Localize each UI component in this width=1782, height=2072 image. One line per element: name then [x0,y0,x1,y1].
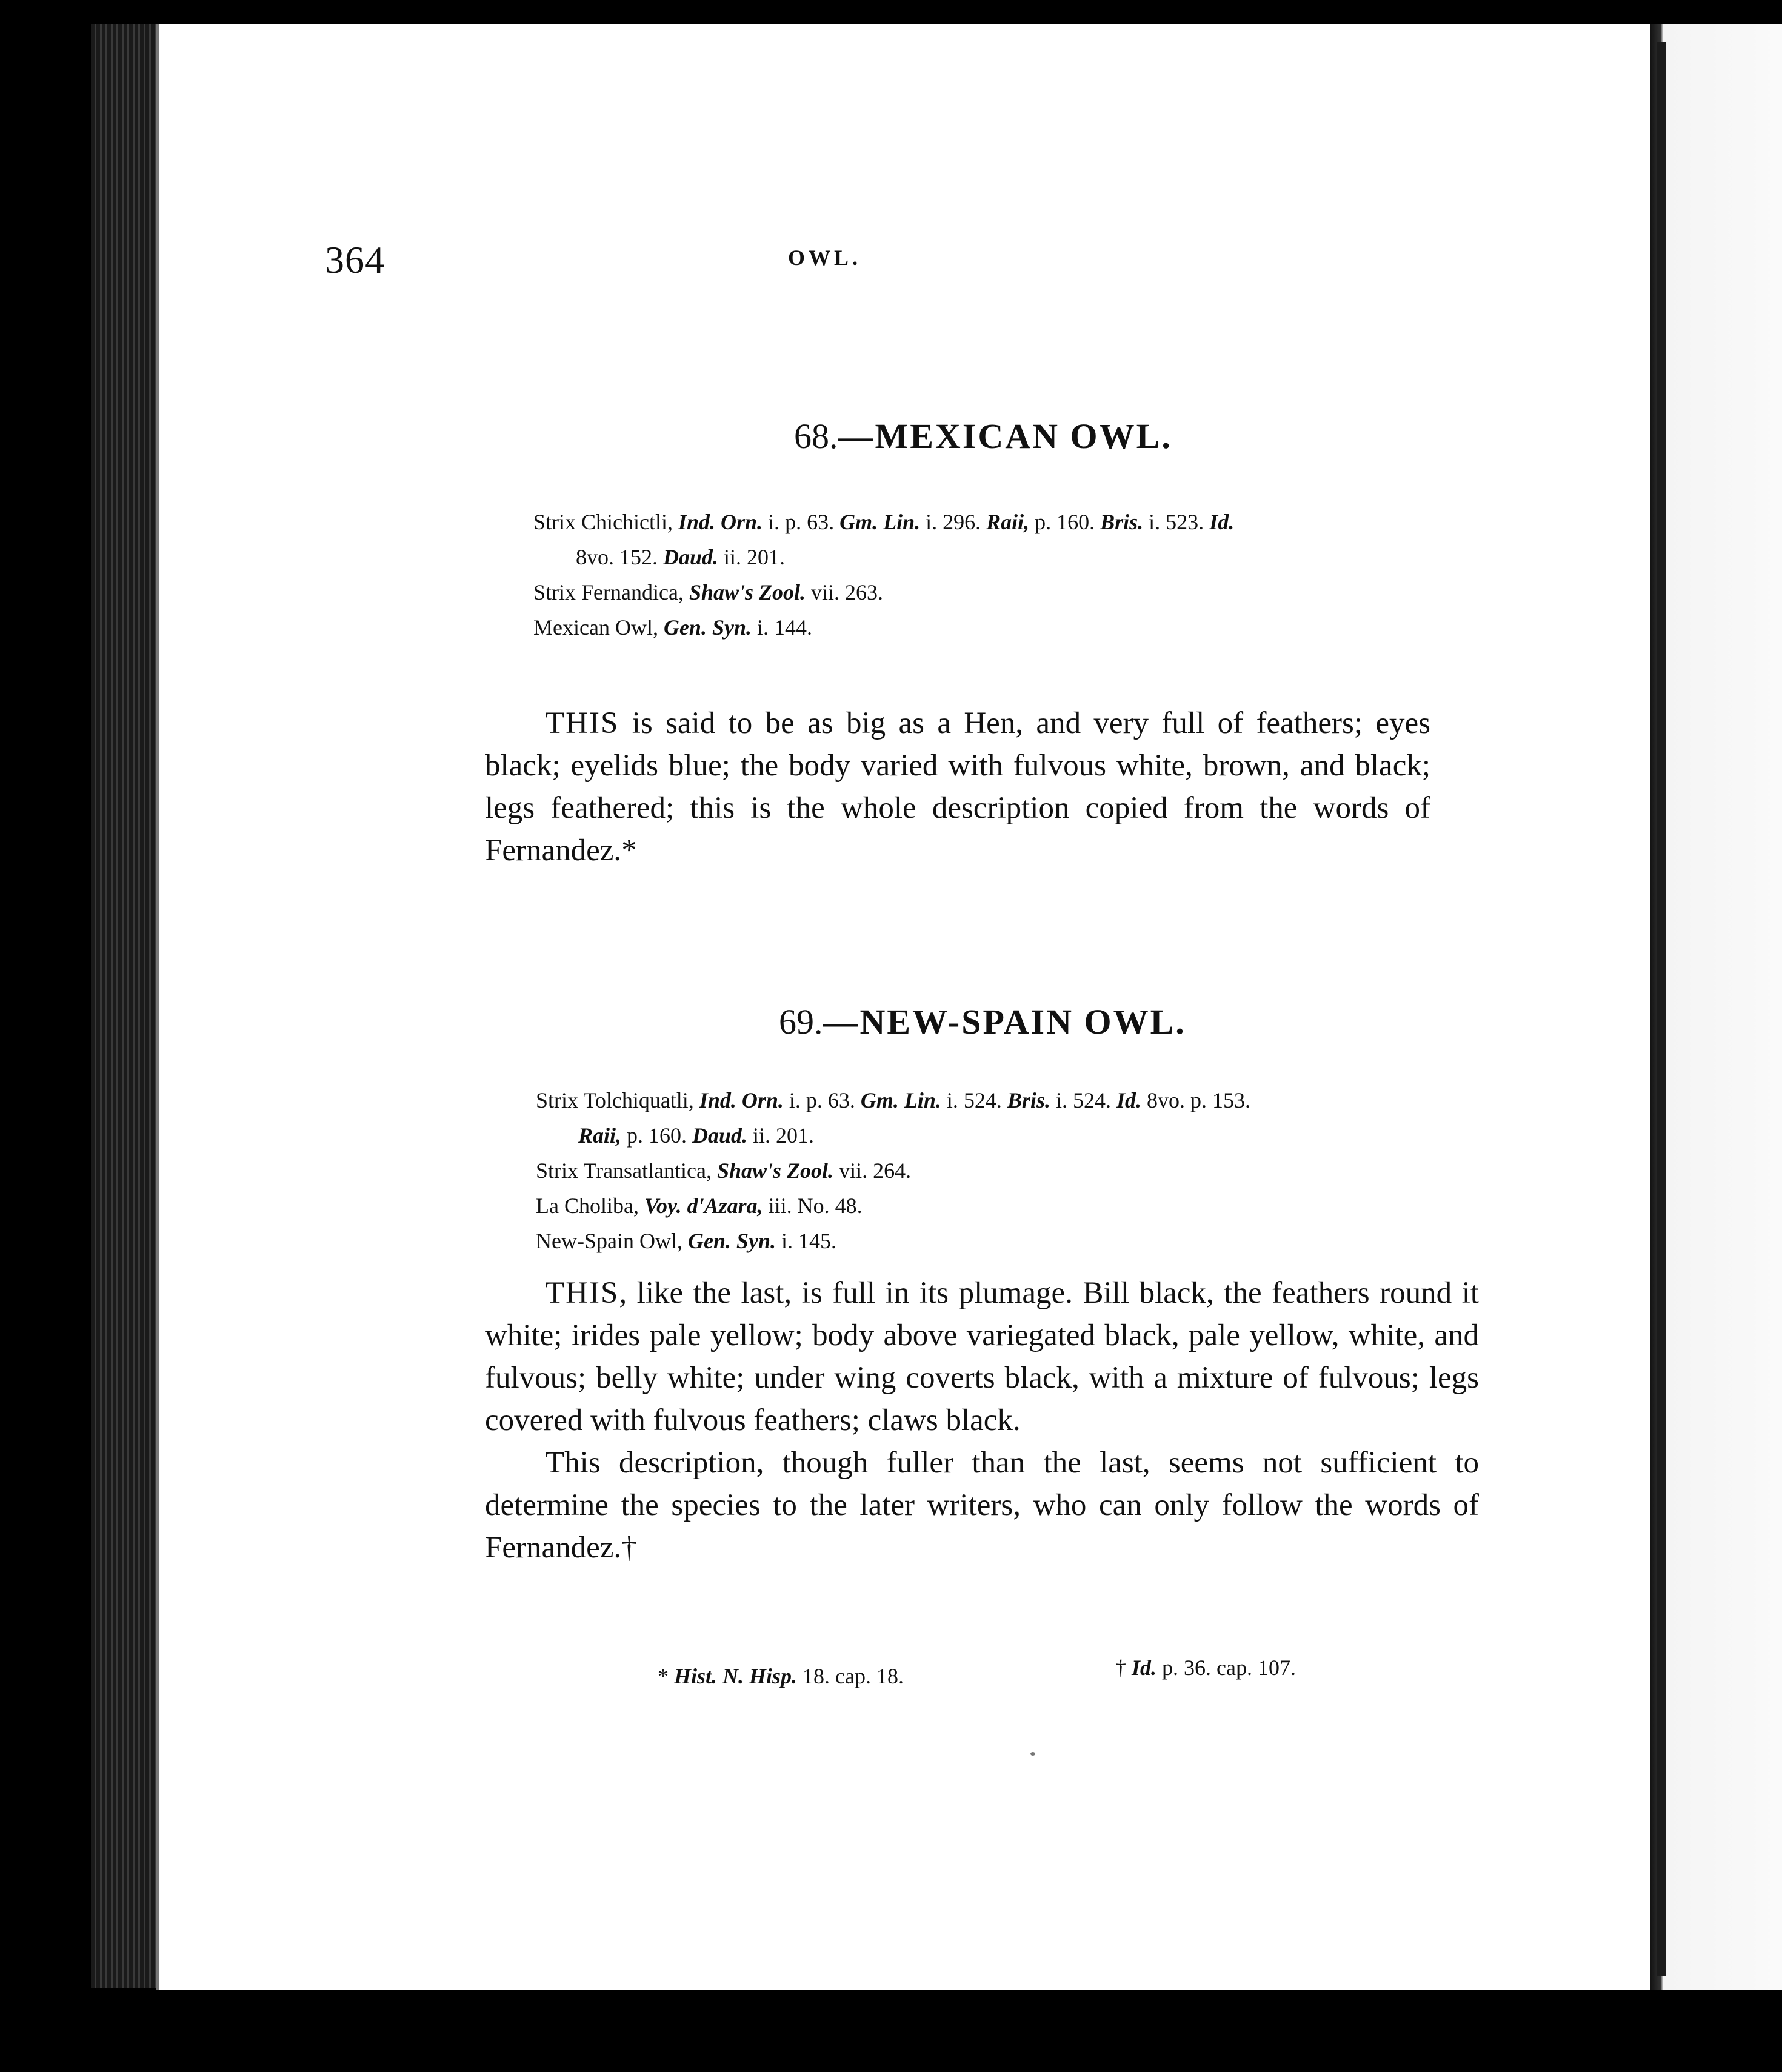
paragraph: THIS, like the last, is full in its plumage. Bill black, the feathers round it white; irides pale yellow; body above variegated black, pale yellow, white, and fulvous; belly white; under wing coverts black, with a mixture of fulvous; legs covered with fulvous feathers; claws black. [485,1276,1479,1437]
book-page-edges [91,24,164,1988]
footnote-2: † Id. p. 36. cap. 107. [1115,1656,1296,1680]
footnote-1: * Hist. N. Hisp. 18. cap. 18. [658,1664,904,1688]
section-heading-new-spain-owl: 69.—NEW-SPAIN OWL. [779,1002,1186,1041]
page-number: 364 [325,238,385,281]
synonym-line: Strix Tolchiquatli, Ind. Orn. i. p. 63. Gm. Lin. i. 524. Bris. i. 524. Id. 8vo. p. 153. [536,1088,1250,1112]
synonym-line: Strix Fernandica, Shaw's Zool. vii. 263. [533,580,884,604]
synonym-line: Strix Chichictli, Ind. Orn. i. p. 63. Gm. Lin. i. 296. Raii, p. 160. Bris. i. 523. Id. [533,510,1235,534]
facing-page-edge [1650,24,1782,1990]
section-heading-mexican-owl: 68.—MEXICAN OWL. [794,416,1172,456]
paragraph: THIS is said to be as big as a Hen, and very full of feathers; eyes black; eyelids blue; the body varied with fulvous white, brown, and black; legs feathered; this is the whole description copied from the words of Fernandez.* [485,706,1430,867]
synonym-line: 8vo. 152. Daud. ii. 201. [576,545,786,569]
synonymy-mexican-owl [533,504,1234,645]
running-head: OWL. [788,246,862,270]
synonym-line: Strix Transatlantica, Shaw's Zool. vii. 264. [536,1158,912,1183]
description-mexican-owl [485,702,1430,872]
synonym-line: Raii, p. 160. Daud. ii. 201. [578,1123,815,1148]
synonymy-new-spain-owl [536,1083,1250,1258]
synonym-line: Mexican Owl, Gen. Syn. i. 144. [533,615,812,640]
paragraph: This description, though fuller than the last, seems not sufficient to determine the species to the later writers, who can only follow the words of Fernandez.† [485,1446,1479,1565]
ink-speck [1030,1752,1035,1756]
synonym-line: La Choliba, Voy. d'Azara, iii. No. 48. [536,1194,863,1218]
description-new-spain-owl [485,1272,1479,1569]
synonym-line: New-Spain Owl, Gen. Syn. i. 145. [536,1229,837,1253]
